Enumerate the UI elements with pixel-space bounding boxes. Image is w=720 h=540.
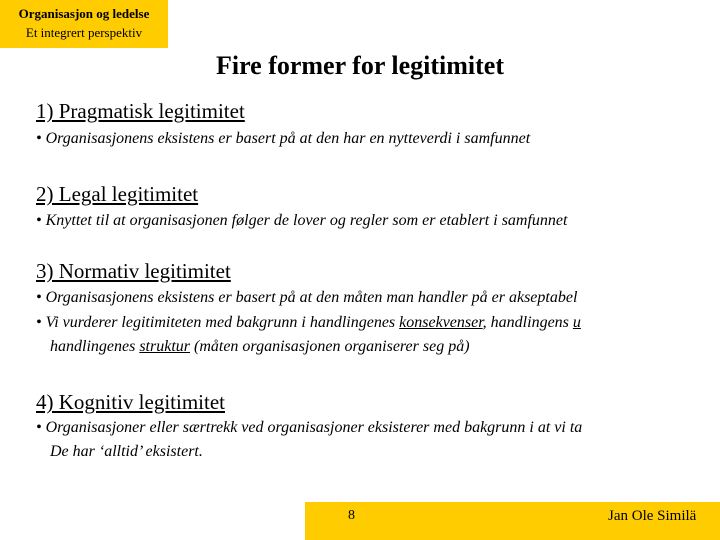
bullet-normativ-2-cont-text: handlingenes — [50, 338, 140, 355]
bullet-normativ-2-text: • Vi vurderer legitimiteten med bakgrunn i handlingenes — [36, 314, 400, 331]
heading-pragmatisk: 1) Pragmatisk legitimitet — [36, 99, 245, 123]
truncated-term: u — [572, 314, 581, 331]
bullet-normativ-2-continued — [50, 338, 470, 356]
bullet-kognitiv-continued: De har ‘alltid’ eksistert. — [50, 443, 203, 460]
author-name: Jan Ole Similä — [608, 508, 697, 524]
book-title-box — [0, 0, 168, 48]
konsekvenser-term: konsekvenser — [399, 314, 483, 331]
book-subtitle: Et integrert perspektiv — [25, 25, 143, 40]
bullet-normativ-2-mid: , handlingens — [482, 314, 573, 331]
bullet-normativ-1: • Organisasjonens eksistens er basert på at den måten man handler på er akseptabel — [36, 289, 578, 306]
bullet-pragmatisk: • Organisasjonens eksistens er basert på at den har en nytteverdi i samfunnet — [36, 130, 531, 147]
bullet-normativ-2 — [36, 314, 581, 332]
bullet-kognitiv: • Organisasjoner eller særtrekk ved organisasjoner eksisterer med bakgrunn i at vi ta — [36, 419, 583, 436]
struktur-term: struktur — [139, 338, 190, 355]
heading-legal: 2) Legal legitimitet — [36, 182, 199, 206]
bullet-legal: • Knyttet til at organisasjonen følger de lover og regler som er etablert i samfunnet — [36, 212, 568, 229]
bullet-normativ-2-cont-post: (måten organisasjonen organiserer seg på) — [190, 338, 470, 355]
book-title: Organisasjon og ledelse — [18, 6, 150, 21]
heading-normativ: 3) Normativ legitimitet — [36, 259, 231, 283]
page-number: 8 — [348, 508, 355, 523]
heading-kognitiv: 4) Kognitiv legitimitet — [36, 390, 225, 414]
slide-title: Fire former for legitimitet — [215, 51, 505, 80]
